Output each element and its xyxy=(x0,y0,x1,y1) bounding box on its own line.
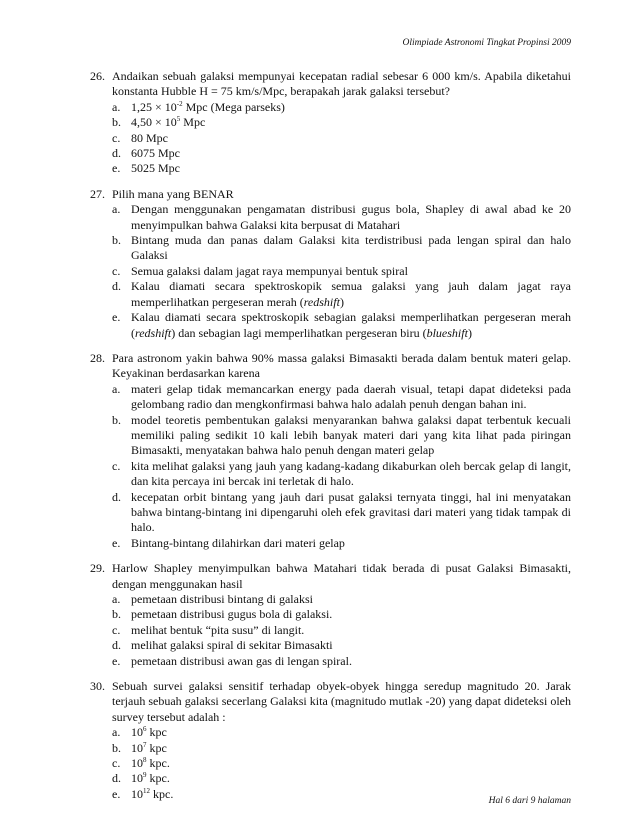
option-d xyxy=(90,771,571,786)
option-letter: a. xyxy=(112,725,121,740)
option-c xyxy=(90,459,571,490)
option-text: materi gelap tidak memancarkan energy pada daerah visual, tetapi dapat dideteksi pada gelombang radio dan mengkonfirmasi bahwa halo adalah penuh dengan bahan ini. xyxy=(131,381,571,412)
option-e xyxy=(90,536,571,551)
option-text-part: Mpc (Mega parseks) xyxy=(182,99,285,114)
exponent: 9 xyxy=(143,771,147,780)
option-letter: c. xyxy=(112,130,121,145)
option-text: Semua galaksi dalam jagat raya mempunyai bentuk spiral xyxy=(131,263,408,278)
option-text: Bintang muda dan panas dalam Galaksi kita terdistribusi pada lengan spiral dan halo Galaksi xyxy=(131,233,571,263)
option-text: Bintang-bintang dilahirkan dari materi gelap xyxy=(131,535,345,550)
exponent: -2 xyxy=(176,99,183,108)
option-b xyxy=(90,413,571,459)
italic-term: redshift xyxy=(303,294,340,309)
option-letter: a. xyxy=(112,202,121,217)
option-letter: b. xyxy=(112,412,121,427)
option-e xyxy=(90,161,571,176)
option-text-part: Kalau diamati secara spektroskopik sebagian galaksi memperlihatkan pergeseran merah ( xyxy=(131,310,571,340)
option-letter: e. xyxy=(112,310,121,325)
option-letter: b. xyxy=(112,607,121,622)
option-text-part: kpc xyxy=(146,740,167,755)
question-number: 27. xyxy=(90,186,105,201)
option-text xyxy=(131,771,571,786)
option-text-part: 10 xyxy=(131,740,143,755)
option-text: 6075 Mpc xyxy=(131,146,180,161)
option-e xyxy=(90,654,571,669)
option-letter: e. xyxy=(112,786,121,801)
option-a xyxy=(90,382,571,413)
question-27 xyxy=(90,187,571,341)
question-stem xyxy=(90,69,571,100)
question-26 xyxy=(90,69,571,177)
question-stem xyxy=(90,561,571,592)
option-a xyxy=(90,725,571,740)
option-text: pemetaan distribusi awan gas di lengan spiral. xyxy=(131,653,352,668)
page-header: Olimpiade Astronomi Tingkat Propinsi 2009 xyxy=(402,38,571,48)
option-text: melihat galaksi spiral di sekitar Bimasakti xyxy=(131,638,333,653)
question-text: Harlow Shapley menyimpulkan bahwa Matahari tidak berada di pusat Galaksi Bimasakti, dengan menggunakan hasil xyxy=(112,561,571,591)
option-text xyxy=(131,279,571,310)
option-text-part: 10 xyxy=(131,771,143,786)
option-letter: b. xyxy=(112,233,121,248)
option-text: 5025 Mpc xyxy=(131,161,180,176)
option-letter: d. xyxy=(112,146,121,161)
option-text-part: 10 xyxy=(131,725,143,740)
option-a xyxy=(90,592,571,607)
option-text: model teoretis pembentukan galaksi menyarankan bahwa galaksi dapat terbentuk kecuali memiliki paling sedikit 10 kali lebih banyak materi dari yang kita lihat pada piringan Bimasakti, menyatakan bahwa halo penuh dengan materi gelap xyxy=(131,412,571,458)
option-text-part: ) xyxy=(467,325,472,340)
option-letter: d. xyxy=(112,489,121,504)
option-letter: c. xyxy=(112,263,121,278)
option-b xyxy=(90,233,571,264)
page-footer: Hal 6 dari 9 halaman xyxy=(488,796,571,806)
question-stem xyxy=(90,351,571,382)
question-list xyxy=(90,69,571,812)
option-d xyxy=(90,490,571,536)
option-c xyxy=(90,131,571,146)
option-letter: e. xyxy=(112,161,121,176)
option-e xyxy=(90,310,571,341)
option-text xyxy=(131,115,571,130)
option-text-part: Kalau diamati secara spektroskopik semua galaksi yang jauh dalam jagat raya memperlihatkan pergeseran merah ( xyxy=(131,279,571,309)
option-text-part: ) xyxy=(339,294,344,309)
italic-term: redshift xyxy=(135,325,172,340)
option-letter: b. xyxy=(112,740,121,755)
option-c xyxy=(90,756,571,771)
exponent: 12 xyxy=(143,786,150,795)
option-letter: a. xyxy=(112,99,121,114)
option-letter: e. xyxy=(112,535,121,550)
option-letter: d. xyxy=(112,279,121,294)
option-letter: c. xyxy=(112,622,121,637)
option-a xyxy=(90,100,571,115)
option-text-part: kpc xyxy=(146,725,167,740)
option-d xyxy=(90,638,571,653)
question-number: 26. xyxy=(90,69,105,83)
exponent: 7 xyxy=(143,740,147,749)
question-30 xyxy=(90,679,571,802)
option-d xyxy=(90,146,571,161)
option-b xyxy=(90,115,571,130)
option-text xyxy=(131,310,571,341)
option-text: pemetaan distribusi gugus bola di galaksi. xyxy=(131,607,333,622)
option-c xyxy=(90,264,571,279)
exponent: 8 xyxy=(143,756,147,765)
option-text-part: 10 xyxy=(131,756,143,771)
option-text-part: Mpc xyxy=(180,115,206,130)
option-letter: c. xyxy=(112,756,121,771)
question-text: Sebuah survei galaksi sensitif terhadap obyek-obyek hingga seredup magnitudo 20. Jarak terjauh sebuah galaksi secerlang Galaksi kita (magnitudo mutlak -20) yang dapat dideteksi oleh survey tersebut adalah : xyxy=(112,679,571,724)
option-text xyxy=(131,741,571,756)
option-letter: e. xyxy=(112,653,121,668)
option-c xyxy=(90,623,571,638)
option-b xyxy=(90,607,571,622)
question-text: Para astronom yakin bahwa 90% massa galaksi Bimasakti berada dalam bentuk materi gelap. Keyakinan berdasarkan karena xyxy=(112,350,571,381)
exponent: 5 xyxy=(176,115,181,124)
option-letter: b. xyxy=(112,115,121,130)
option-a xyxy=(90,202,571,233)
option-letter: d. xyxy=(112,771,121,786)
option-text: pemetaan distribusi bintang di galaksi xyxy=(131,592,313,606)
option-text-part: 4,50 × 10 xyxy=(131,115,177,130)
question-number: 29. xyxy=(90,561,105,576)
question-28 xyxy=(90,351,571,551)
option-d xyxy=(90,279,571,310)
question-29 xyxy=(90,561,571,669)
question-stem xyxy=(90,679,571,725)
option-letter: a. xyxy=(112,381,121,396)
option-text-part: kpc. xyxy=(146,756,170,771)
option-text: Dengan menggunakan pengamatan distribusi gugus bola, Shapley di awal abad ke 20 menyimpulkan bahwa Galaksi kita berpusat di Matahari xyxy=(131,202,571,232)
option-text xyxy=(131,756,571,771)
option-text: kita melihat galaksi yang jauh yang kadang-kadang dikaburkan oleh bercak gelap di langit, dan kita percaya ini bercak ini terletak di halo. xyxy=(131,458,571,489)
option-text: melihat bentuk “pita susu” di langit. xyxy=(131,622,305,637)
question-text: Andaikan sebuah galaksi mempunyai kecepatan radial sebesar 6 000 km/s. Apabila diketahui konstanta Hubble H = 75 km/s/Mpc, berapakah jarak galaksi tersebut? xyxy=(112,69,571,99)
question-stem xyxy=(90,187,571,202)
option-text-part: kpc. xyxy=(146,771,170,786)
option-text: 80 Mpc xyxy=(131,130,168,145)
italic-term: blueshift xyxy=(426,325,468,340)
option-text xyxy=(131,100,571,115)
option-text-part: 10 xyxy=(131,786,143,801)
question-text: Pilih mana yang BENAR xyxy=(112,186,234,201)
option-letter: a. xyxy=(112,592,121,606)
option-text-part: ) dan sebagian lagi memperlihatkan pergeseran biru ( xyxy=(171,325,427,340)
option-text xyxy=(131,725,571,740)
option-text-part: 1,25 × 10 xyxy=(131,99,177,114)
option-text-part: kpc. xyxy=(150,786,174,801)
question-number: 28. xyxy=(90,350,105,365)
question-number: 30. xyxy=(90,679,105,694)
exponent: 6 xyxy=(143,725,147,734)
option-letter: c. xyxy=(112,458,121,473)
option-letter: d. xyxy=(112,638,121,653)
option-b xyxy=(90,741,571,756)
option-text: kecepatan orbit bintang yang jauh dari pusat galaksi ternyata tinggi, hal ini menyatakan bahwa bintang-bintang ini dipengaruhi oleh efek gravitasi dari materi yang tidak tampak di halo. xyxy=(131,489,571,535)
